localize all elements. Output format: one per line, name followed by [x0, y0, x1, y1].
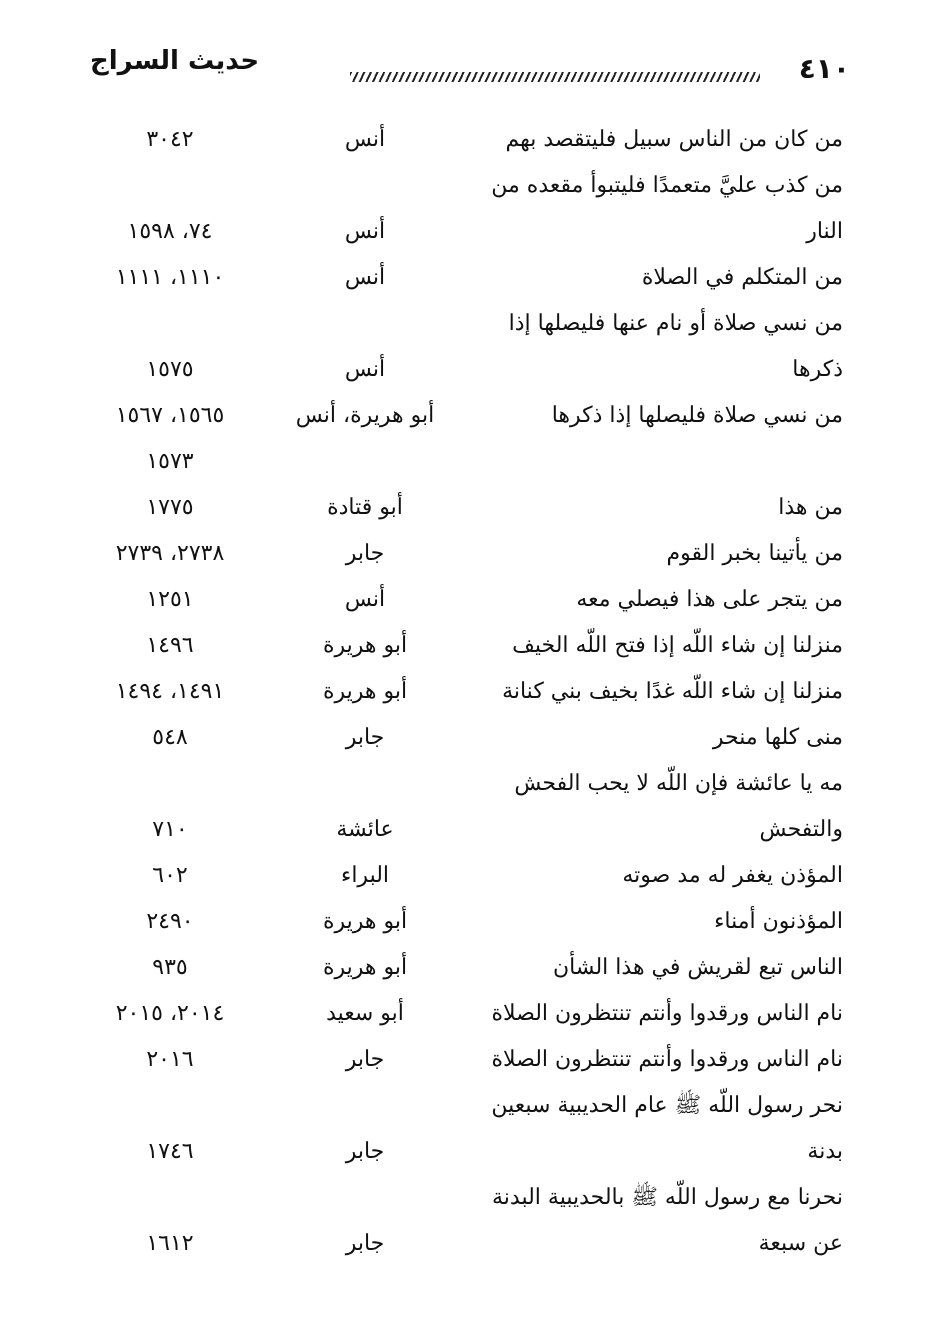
hadith-text: من المتكلم في الصلاة: [641, 265, 843, 290]
hadith-text: من يتجر على هذا فيصلي معه: [576, 587, 843, 612]
narrator: جابر: [345, 1047, 385, 1072]
hadith-text: ذكرها: [792, 357, 843, 382]
hadith-text: عن سبعة: [758, 1231, 843, 1256]
index-row: [0, 1132, 933, 1178]
narrator: أبو سعيد: [326, 1001, 404, 1026]
narrator: جابر: [345, 1231, 385, 1256]
index-row: [0, 258, 933, 304]
index-row: [0, 626, 933, 672]
hadith-numbers: ٣٠٤٢: [146, 127, 194, 152]
narrator: أبو قتادة: [327, 495, 403, 520]
hadith-text: المؤذنون أمناء: [714, 909, 843, 934]
hadith-text: نحرنا مع رسول اللّه ﷺ بالحديبية البدنة: [491, 1185, 843, 1210]
hadith-text: المؤذن يغفر له مد صوته: [622, 863, 843, 888]
index-row: [0, 304, 933, 350]
hadith-numbers: ١٧٧٥: [146, 495, 194, 520]
index-row: [0, 672, 933, 718]
narrator: جابر: [345, 725, 385, 750]
index-row: [0, 1040, 933, 1086]
hadith-text: من كذب عليَّ متعمدًا فليتبوأ مقعده من: [491, 173, 843, 198]
hadith-numbers: ٢٤٩٠: [146, 909, 194, 934]
narrator: أبو هريرة: [322, 633, 408, 658]
header-rule: [350, 72, 760, 82]
hadith-numbers: ١٤٩٦: [146, 633, 194, 658]
hadith-text: الناس تبع لقريش في هذا الشأن: [552, 955, 843, 980]
hadith-numbers: ١٤٩١، ١٤٩٤: [115, 679, 225, 704]
hadith-numbers: ١٢٥١: [146, 587, 194, 612]
hadith-numbers: ٢٠١٤، ٢٠١٥: [115, 1001, 225, 1026]
hadith-text: منزلنا إن شاء اللّه غدًا بخيف بني كنانة: [502, 679, 843, 704]
index-row: [0, 1086, 933, 1132]
narrator: البراء: [340, 863, 390, 888]
hadith-numbers: ١٥٧٣: [146, 449, 194, 474]
narrator: جابر: [345, 541, 385, 566]
index-row: [0, 948, 933, 994]
narrator: أبو هريرة: [322, 679, 408, 704]
narrator: جابر: [345, 1139, 385, 1164]
narrator: أنس: [344, 587, 386, 612]
narrator: أبو هريرة، أنس: [295, 403, 435, 428]
hadith-numbers: ٢٠١٦: [146, 1047, 194, 1072]
narrator: أنس: [344, 219, 386, 244]
hadith-numbers: ٦٠٢: [152, 863, 188, 888]
page-number: ٤١٠: [798, 52, 850, 85]
narrator: أنس: [344, 265, 386, 290]
hadith-numbers: ٧١٠: [152, 817, 188, 842]
book-title: حديث السراج: [90, 46, 260, 76]
hadith-text: من كان من الناس سبيل فليتقصد بهم: [505, 127, 843, 152]
hadith-numbers: ١١١٠، ١١١١: [115, 265, 225, 290]
index-row: [0, 764, 933, 810]
hadith-text: نحر رسول اللّه ﷺ عام الحديبية سبعين: [491, 1093, 843, 1118]
index-row: [0, 856, 933, 902]
narrator: أبو هريرة: [322, 909, 408, 934]
hadith-text: من يأتينا بخبر القوم: [666, 541, 843, 566]
narrator: أنس: [344, 357, 386, 382]
index-row: [0, 902, 933, 948]
hadith-index-list: [0, 120, 933, 1270]
page-header: [80, 38, 850, 98]
index-row: [0, 994, 933, 1040]
hadith-text: نام الناس ورقدوا وأنتم تنتظرون الصلاة: [491, 1001, 843, 1026]
hadith-numbers: ٥٤٨: [152, 725, 188, 750]
index-row: [0, 488, 933, 534]
index-row: [0, 396, 933, 442]
hadith-text: مه يا عائشة فإن اللّه لا يحب الفحش: [514, 771, 843, 796]
narrator: عائشة: [336, 817, 394, 842]
hadith-numbers: ١٥٦٥، ١٥٦٧: [115, 403, 225, 428]
hadith-text: بدنة: [807, 1139, 843, 1164]
hadith-text: من نسي صلاة فليصلها إذا ذكرها: [551, 403, 843, 428]
index-row: [0, 442, 933, 488]
index-row: [0, 212, 933, 258]
hadith-text: من هذا: [778, 495, 843, 520]
hadith-numbers: ١٥٧٥: [146, 357, 194, 382]
index-row: [0, 1178, 933, 1224]
index-row: [0, 350, 933, 396]
hadith-text: النار: [806, 219, 843, 244]
index-row: [0, 120, 933, 166]
hadith-numbers: ٢٧٣٨، ٢٧٣٩: [115, 541, 225, 566]
hadith-numbers: ٧٤، ١٥٩٨: [127, 219, 213, 244]
hadith-text: منزلنا إن شاء اللّه إذا فتح اللّه الخيف: [512, 633, 843, 658]
hadith-text: والتفحش: [759, 817, 843, 842]
hadith-numbers: ٩٣٥: [152, 955, 188, 980]
narrator: أبو هريرة: [322, 955, 408, 980]
index-row: [0, 580, 933, 626]
index-row: [0, 718, 933, 764]
hadith-text: نام الناس ورقدوا وأنتم تنتظرون الصلاة: [491, 1047, 843, 1072]
index-row: [0, 810, 933, 856]
narrator: أنس: [344, 127, 386, 152]
hadith-numbers: ١٦١٢: [146, 1231, 194, 1256]
index-row: [0, 166, 933, 212]
hadith-numbers: ١٧٤٦: [146, 1139, 194, 1164]
index-row: [0, 1224, 933, 1270]
hadith-text: من نسي صلاة أو نام عنها فليصلها إذا: [508, 311, 843, 336]
index-row: [0, 534, 933, 580]
hadith-text: منى كلها منحر: [712, 725, 843, 750]
